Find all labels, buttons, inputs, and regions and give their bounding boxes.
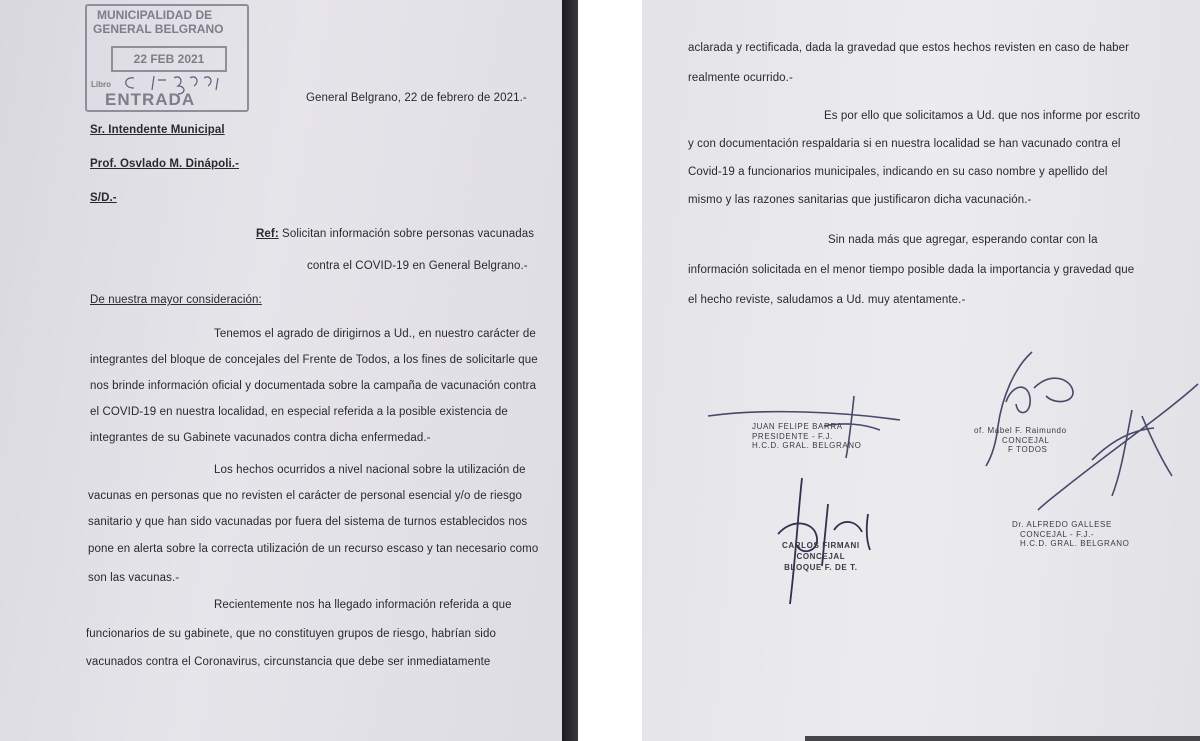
left-para1-line: nos brinde información oficial y documentada sobre la campaña de vacunación contra bbox=[90, 380, 537, 392]
left-para1-line: integrantes del bloque de concejales del Frente de Todos, a los fines de solicitarle que bbox=[90, 354, 538, 366]
reference-text-1: Solicitan información sobre personas vacunadas bbox=[278, 228, 535, 240]
left-para3-line: Recientemente nos ha llegado información referida a que bbox=[214, 599, 512, 611]
left-para2-line: son las vacunas.- bbox=[88, 572, 180, 584]
left-para1-line: integrantes de su Gabinete vacunados contra dicha enfermedad.- bbox=[90, 432, 431, 444]
page-edge-shadow bbox=[562, 0, 578, 741]
reference-line-1 bbox=[256, 228, 534, 240]
left-para2-line: Los hechos ocurridos a nivel nacional sobre la utilización de bbox=[214, 464, 526, 476]
signature-gallese-icon bbox=[1022, 380, 1200, 530]
left-para1-line: el COVID-19 en nuestra localidad, en especial referida a la posible existencia de bbox=[90, 406, 508, 418]
addressee-line-1: Sr. Intendente Municipal bbox=[90, 124, 225, 136]
stamp-date: 22 FEB 2021 bbox=[111, 46, 227, 72]
signature-barra-org: H.C.D. GRAL. BELGRANO bbox=[752, 441, 862, 451]
signature-firmani-name: CARLOS FIRMANI bbox=[782, 541, 860, 550]
left-para2-line: sanitario y que han sido vacunadas por fuera del sistema de turnos establecidos nos bbox=[88, 516, 528, 528]
stamp-entrada: ENTRADA bbox=[105, 90, 196, 109]
right-para1-line: realmente ocurrido.- bbox=[688, 72, 793, 84]
stamp-handwriting-icon bbox=[120, 70, 240, 92]
addressee-line-2: Prof. Osvlado M. Dinápoli.- bbox=[90, 158, 240, 170]
left-para2-line: pone en alerta sobre la correcta utilización de un recurso escaso y tan necesario como bbox=[88, 543, 539, 555]
signature-gallese-org: H.C.D. GRAL. BELGRANO bbox=[1020, 539, 1130, 549]
stamp-org-line1: MUNICIPALIDAD DE bbox=[97, 8, 213, 22]
entry-stamp bbox=[85, 4, 249, 112]
left-para2-line: vacunas en personas que no revisten el carácter de personal esencial y/o de riesgo bbox=[88, 490, 522, 502]
reference-label: Ref: bbox=[256, 228, 279, 240]
reference-line-2: contra el COVID-19 en General Belgrano.- bbox=[307, 260, 528, 272]
right-para2-line: mismo y las razones sanitarias que justificaron dicha vacunación.- bbox=[688, 194, 1032, 206]
left-para3-line: funcionarios de su gabinete, que no constituyen grupos de riesgo, habrían sido bbox=[86, 628, 496, 640]
signature-raimundo-name: of. Mabel F. Raimundo bbox=[974, 426, 1067, 435]
greeting: De nuestra mayor consideración: bbox=[90, 294, 262, 306]
right-para2-line: y con documentación respaldaria si en nuestra localidad se han vacunado contra el bbox=[688, 138, 1121, 150]
signature-gallese-block bbox=[1012, 520, 1130, 549]
signature-barra-name: JUAN FELIPE BARRA bbox=[752, 422, 843, 431]
right-para2-line: Covid-19 a funcionarios municipales, indicando en su caso nombre y apellido del bbox=[688, 166, 1108, 178]
left-page bbox=[0, 0, 562, 741]
left-para3-line: vacunados contra el Coronavirus, circunstancia que debe ser inmediatamente bbox=[86, 656, 491, 668]
letter-date: General Belgrano, 22 de febrero de 2021.- bbox=[306, 92, 527, 104]
signature-barra-role: PRESIDENTE - F.J. bbox=[752, 431, 833, 441]
stamp-org-line2: GENERAL BELGRANO bbox=[93, 22, 224, 36]
right-page bbox=[642, 0, 1200, 741]
right-para1-line: aclarada y rectificada, dada la gravedad que estos hechos revisten en caso de haber bbox=[688, 42, 1130, 54]
signature-firmani-role: CONCEJAL bbox=[796, 552, 846, 562]
right-para2-line: Es por ello que solicitamos a Ud. que nos informe por escrito bbox=[824, 110, 1141, 122]
signature-firmani-org: BLOQUE F. DE T. bbox=[784, 563, 858, 573]
addressee-line-3: S/D.- bbox=[90, 192, 117, 204]
signature-raimundo-role: CONCEJAL bbox=[1002, 435, 1050, 445]
left-para1-line: Tenemos el agrado de dirigirnos a Ud., en nuestro carácter de bbox=[214, 328, 536, 340]
stamp-libro: Libro bbox=[91, 80, 111, 89]
signature-barra-block bbox=[752, 422, 862, 451]
signature-gallese-name: Dr. ALFREDO GALLESE bbox=[1012, 520, 1112, 529]
right-para3-line: información solicitada en el menor tiempo posible dada la importancia y gravedad que bbox=[688, 264, 1135, 276]
right-para3-line: el hecho reviste, saludamos a Ud. muy atentamente.- bbox=[688, 294, 966, 306]
signature-raimundo-org: F TODOS bbox=[1008, 445, 1048, 455]
signature-firmani-block bbox=[782, 540, 860, 574]
page-bottom-edge bbox=[805, 736, 1200, 741]
signature-gallese-role: CONCEJAL - F.J.- bbox=[1020, 529, 1095, 539]
right-para3-line: Sin nada más que agregar, esperando contar con la bbox=[828, 234, 1098, 246]
